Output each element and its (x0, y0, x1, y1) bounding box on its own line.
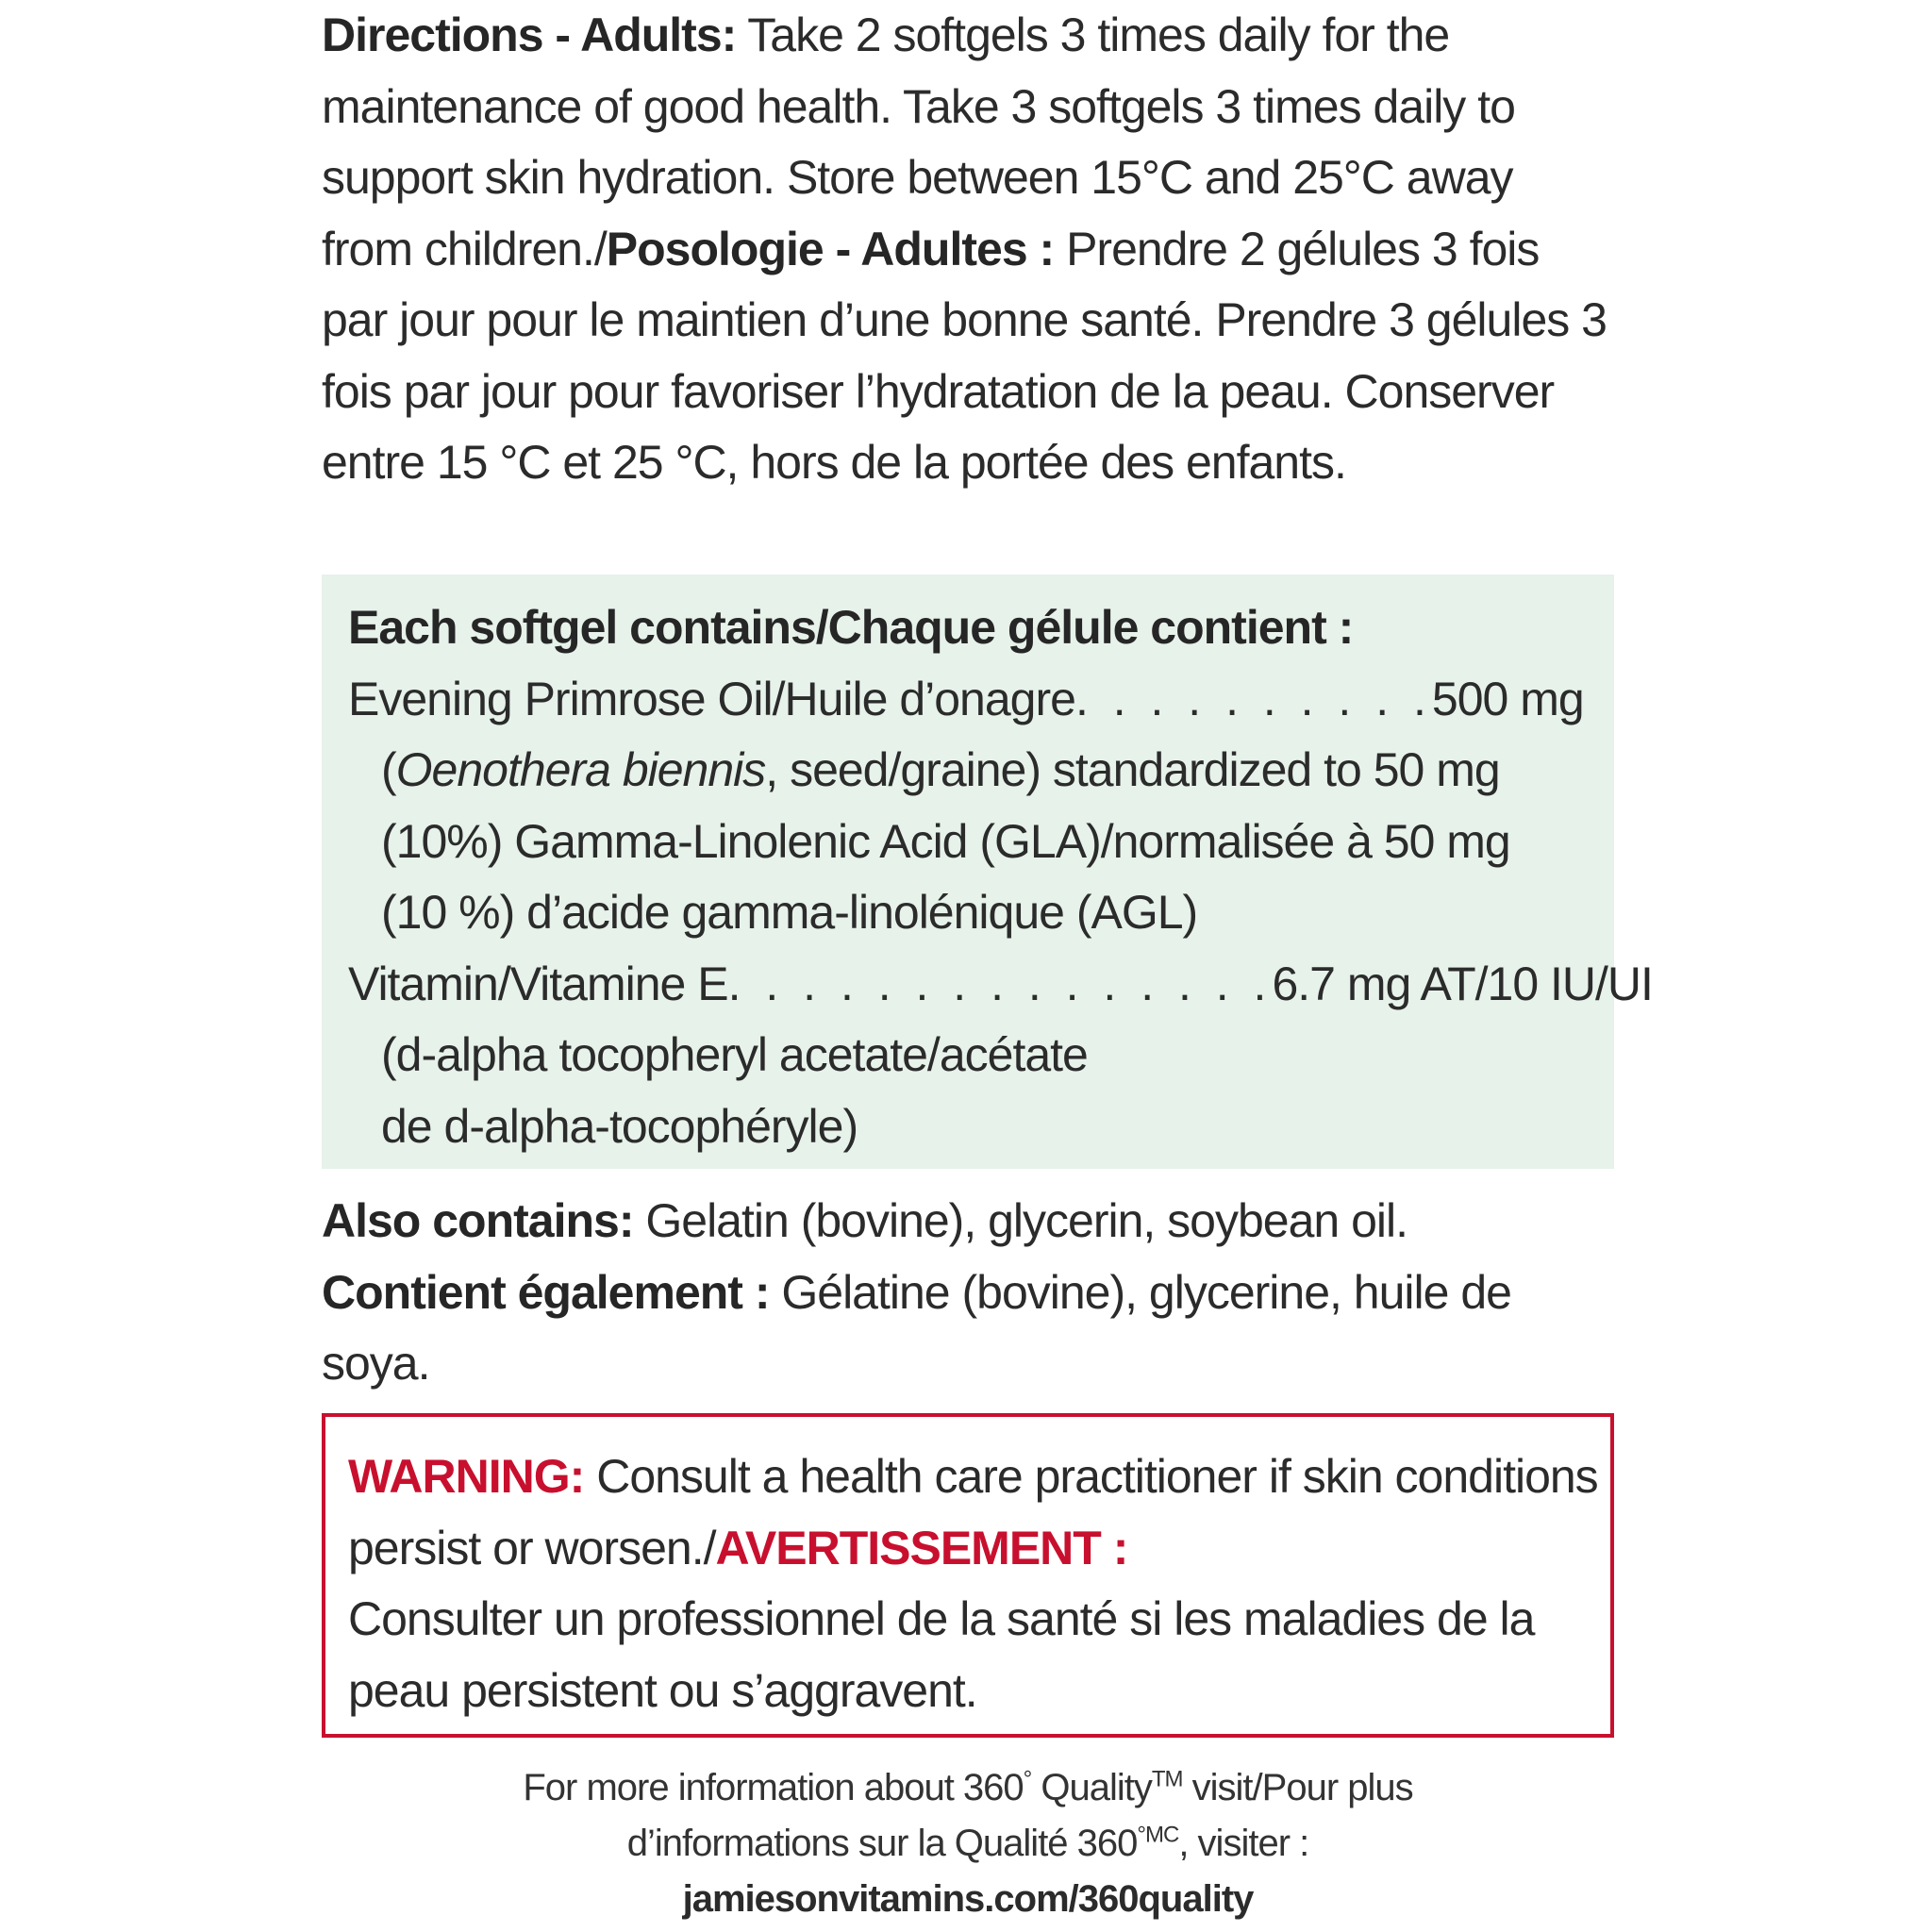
degree-mark: ° (1023, 1766, 1032, 1792)
warning-text-fr: Consulter un professionnel de la santé si les maladies de la peau persistent ou s’aggravent. (348, 1592, 1535, 1717)
also-contains-en (322, 1186, 1614, 1257)
footer-line-1 (322, 1760, 1614, 1816)
warning-heading-en: WARNING: (348, 1450, 585, 1503)
primrose-amount: 500 mg (1431, 672, 1584, 725)
footer-text-2b: , visiter : (1178, 1823, 1309, 1864)
also-contains-text-en: Gelatin (bovine), glycerin, soybean oil. (633, 1194, 1408, 1247)
warning-heading-fr: AVERTISSEMENT : (715, 1521, 1128, 1574)
warning-box (322, 1413, 1614, 1738)
ingredient-row-primrose (348, 664, 1584, 736)
also-contains-heading-en: Also contains: (322, 1194, 634, 1247)
warning-text-en: Consult a health care practitioner if skin conditions persist or worsen./ (348, 1450, 1598, 1574)
directions-text-en: Take 2 softgels 3 times daily for the maintenance of good health. Take 3 softgels 3 times daily to support skin hydration. Store between 15°C and 25°C away from children./ (322, 8, 1515, 275)
directions-heading-fr: Posologie - Adultes : (606, 222, 1055, 275)
warning-paragraph (348, 1441, 1610, 1726)
vitamin-amount: 6.7 mg AT/10 IU/UI (1272, 957, 1653, 1010)
directions-text-fr: Prendre 2 gélules 3 fois par jour pour le maintien d’une bonne santé. Prendre 3 gélules 3 fois par jour pour favoriser l’hydratation de la peau. Conserver entre 15 °C et 25 °C, hors de la portée des enfants. (322, 222, 1607, 489)
directions-section (322, 0, 1614, 499)
primrose-paren: ( (381, 743, 396, 796)
footer-url: jamiesonvitamins.com/360quality (682, 1878, 1254, 1920)
footer-text-1c: visit/Pour plus (1182, 1767, 1413, 1808)
also-contains-heading-fr: Contient également : (322, 1265, 770, 1319)
footer-text-1b: Quality (1031, 1767, 1152, 1808)
primrose-detail-line-1 (348, 735, 1614, 807)
primrose-detail-line-3: (10 %) d’acide gamma-linolénique (AGL) (381, 886, 1198, 939)
also-contains-text-fr: Gélatine (bovine), glycerine, huile de soya. (322, 1265, 1511, 1390)
ingredient-row-vitamin-e (348, 949, 1653, 1021)
footer-text-2a: d’informations sur la Qualité 360 (626, 1823, 1138, 1864)
vitamin-dots: . . . . . . . . . . . . . . . (727, 957, 1273, 1010)
primrose-detail-line-2: (10%) Gamma-Linolenic Acid (GLA)/normalisée à 50 mg (381, 814, 1510, 868)
primrose-name: Evening Primrose Oil/Huile d’onagre (348, 672, 1075, 725)
primrose-detail-1: , seed/graine) standardized to 50 mg (765, 743, 1500, 796)
trademark-mark: TM (1151, 1766, 1183, 1792)
also-contains-fr (322, 1257, 1614, 1400)
primrose-latin-name: Oenothera biennis (395, 743, 766, 796)
vitamin-detail-line-1: (d-alpha tocopheryl acetate/acétate (381, 1028, 1088, 1081)
footer-text-1a: For more information about 360 (523, 1767, 1024, 1808)
primrose-dots: . . . . . . . . . . (1074, 672, 1432, 725)
vitamin-name: Vitamin/Vitamine E (348, 957, 728, 1010)
directions-paragraph (322, 0, 1614, 499)
ingredients-panel (322, 575, 1653, 1169)
also-contains-section (322, 1186, 1614, 1400)
directions-heading-en: Directions - Adults: (322, 8, 737, 61)
vitamin-detail-line-2: de d-alpha-tocophéryle) (381, 1099, 858, 1153)
ingredients-heading: Each softgel contains/Chaque gélule contient : (348, 601, 1354, 654)
mc-mark: °MC (1137, 1822, 1179, 1848)
footer-line-2 (322, 1816, 1614, 1872)
footer-info (322, 1760, 1614, 1927)
